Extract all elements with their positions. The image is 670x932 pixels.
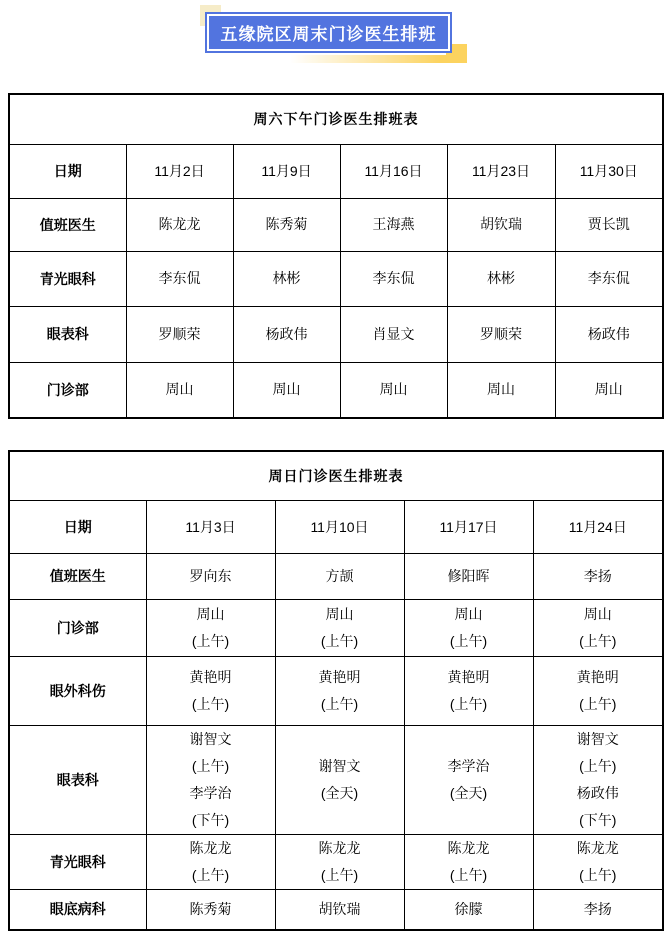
schedule-cell	[447, 362, 555, 418]
cell-line: (上午)	[449, 866, 488, 883]
cell-line: (上午)	[191, 695, 230, 712]
schedule-cell	[275, 656, 404, 725]
cell-line: 杨政伟	[587, 325, 630, 342]
cell-line: 陈龙龙	[158, 216, 201, 232]
date-row-label: 日期	[9, 500, 146, 553]
schedule-cell	[340, 198, 447, 251]
date-header: 11月30日	[555, 144, 663, 198]
cell-line: 黄艳明	[447, 668, 490, 685]
cell-line: 李东侃	[158, 270, 201, 286]
cell-line: (下午)	[191, 811, 230, 828]
cell-line: 李学治	[447, 757, 490, 774]
cell-line: (上午)	[320, 866, 359, 883]
table-row	[9, 656, 663, 725]
table-title: 周日门诊医生排班表	[9, 451, 663, 500]
date-row-label: 日期	[9, 144, 126, 198]
cell-line: 谢智文	[576, 730, 619, 747]
schedule-cell	[447, 306, 555, 362]
schedule-cell	[404, 656, 533, 725]
schedule-cell	[233, 198, 340, 251]
cell-line: 胡钦瑞	[480, 216, 522, 232]
cell-line: 修阳晖	[447, 567, 490, 584]
schedule-table-2	[8, 450, 664, 931]
row-label: 青光眼科	[9, 834, 146, 889]
schedule-cell	[404, 889, 533, 930]
date-header: 11月3日	[146, 500, 275, 553]
cell-line: (上午)	[191, 866, 230, 883]
cell-line: 胡钦瑞	[318, 900, 361, 917]
title-banner	[205, 12, 452, 53]
schedule-cell	[447, 251, 555, 306]
cell-line: 方颉	[325, 567, 354, 584]
cell-line: 周山	[272, 381, 301, 398]
cell-line: 黄艳明	[318, 668, 361, 685]
row-label: 值班医生	[9, 553, 146, 599]
schedule-cell	[555, 198, 663, 251]
banner-area	[0, 0, 670, 93]
row-label: 门诊部	[9, 599, 146, 656]
schedule-cell	[340, 251, 447, 306]
schedule-cell	[533, 725, 663, 834]
schedule-cell	[126, 251, 233, 306]
cell-line: 周山	[583, 605, 612, 622]
cell-line: 罗向东	[189, 567, 232, 584]
row-label: 值班医生	[9, 198, 126, 251]
schedule-cell	[533, 553, 663, 599]
cell-line: 贾长凯	[587, 216, 630, 232]
schedule-cell	[146, 725, 275, 834]
cell-line: 陈龙龙	[189, 839, 232, 856]
cell-line: 罗顺荣	[158, 325, 201, 342]
schedule-cell	[233, 251, 340, 306]
cell-line: 周山	[325, 605, 354, 622]
date-header: 11月24日	[533, 500, 663, 553]
cell-line: (上午)	[191, 632, 230, 649]
cell-line: 李学治	[189, 784, 232, 801]
schedule-cell	[233, 362, 340, 418]
schedule-cell	[340, 306, 447, 362]
schedule-cell	[146, 834, 275, 889]
cell-line: (上午)	[579, 632, 617, 649]
schedule-cell	[555, 306, 663, 362]
row-label: 青光眼科	[9, 251, 126, 306]
cell-line: 李东侃	[587, 270, 630, 286]
table-row	[9, 889, 663, 930]
cell-line: 王海燕	[372, 216, 415, 232]
schedule-cell	[146, 889, 275, 930]
cell-line: 周山	[196, 605, 225, 622]
cell-line: 陈秀菊	[265, 216, 308, 232]
gold-gradient-strip-decoration	[290, 55, 467, 63]
cell-line: 周山	[379, 381, 408, 398]
date-header: 11月23日	[447, 144, 555, 198]
page-title: 五缘院区周末门诊医生排班	[209, 16, 448, 49]
schedule-cell	[533, 889, 663, 930]
table-row	[9, 725, 663, 834]
cell-line: (上午)	[320, 632, 359, 649]
schedule-cell	[533, 834, 663, 889]
cell-line: (上午)	[320, 695, 359, 712]
schedule-cell	[555, 251, 663, 306]
cell-line: 李东侃	[372, 270, 415, 286]
table-row	[9, 834, 663, 889]
cell-line: 陈龙龙	[576, 839, 619, 856]
schedule-cell	[146, 599, 275, 656]
cell-line: 林彬	[487, 270, 515, 286]
cell-line: (上午)	[449, 695, 488, 712]
cell-line: 杨政伟	[265, 325, 308, 342]
schedule-cell	[275, 553, 404, 599]
cell-line: (全天)	[320, 784, 359, 801]
cell-line: 周山	[594, 381, 623, 398]
cell-line: (上午)	[579, 695, 617, 712]
schedule-cell	[340, 362, 447, 418]
schedule-cell	[404, 834, 533, 889]
cell-line: (全天)	[449, 784, 488, 801]
cell-line: 谢智文	[189, 730, 232, 747]
table-row	[9, 251, 663, 306]
cell-line: (上午)	[579, 866, 617, 883]
cell-line: (下午)	[579, 811, 617, 828]
schedule-cell	[275, 834, 404, 889]
cell-line: 陈龙龙	[318, 839, 361, 856]
cell-line: 杨政伟	[576, 784, 619, 801]
table-row	[9, 306, 663, 362]
schedule-cell	[126, 362, 233, 418]
schedule-cell	[275, 725, 404, 834]
schedule-cell	[126, 306, 233, 362]
table-row	[9, 198, 663, 251]
schedule-cell	[275, 889, 404, 930]
schedule-tables-container	[8, 93, 662, 931]
cell-line: (上午)	[449, 632, 488, 649]
schedule-cell	[404, 725, 533, 834]
cell-line: 周山	[487, 381, 515, 398]
date-header: 11月2日	[126, 144, 233, 198]
row-label: 门诊部	[9, 362, 126, 418]
cell-line: 肖显文	[372, 325, 415, 342]
schedule-cell	[404, 553, 533, 599]
table-row	[9, 553, 663, 599]
schedule-cell	[555, 362, 663, 418]
cell-line: 李扬	[583, 567, 612, 584]
cell-line: (上午)	[579, 757, 617, 774]
schedule-cell	[233, 306, 340, 362]
schedule-cell	[275, 599, 404, 656]
cell-line: 李扬	[583, 900, 612, 917]
row-label: 眼外科伤	[9, 656, 146, 725]
date-header: 11月17日	[404, 500, 533, 553]
schedule-cell	[404, 599, 533, 656]
cell-line: 周山	[165, 381, 194, 398]
row-label: 眼底病科	[9, 889, 146, 930]
row-label: 眼表科	[9, 306, 126, 362]
table-title: 周六下午门诊医生排班表	[9, 94, 663, 144]
cell-line: 徐朦	[454, 900, 483, 917]
date-header: 11月9日	[233, 144, 340, 198]
cell-line: 黄艳明	[189, 668, 232, 685]
cell-line: 陈秀菊	[189, 900, 232, 917]
cell-line: 谢智文	[318, 757, 361, 774]
schedule-cell	[533, 599, 663, 656]
schedule-cell	[146, 553, 275, 599]
schedule-cell	[126, 198, 233, 251]
cell-line: (上午)	[191, 757, 230, 774]
schedule-cell	[146, 656, 275, 725]
cell-line: 罗顺荣	[480, 325, 522, 342]
cell-line: 周山	[454, 605, 483, 622]
schedule-cell	[447, 198, 555, 251]
date-header: 11月16日	[340, 144, 447, 198]
schedule-table-1	[8, 93, 664, 419]
cell-line: 林彬	[272, 270, 301, 286]
schedule-cell	[533, 656, 663, 725]
row-label: 眼表科	[9, 725, 146, 834]
date-header: 11月10日	[275, 500, 404, 553]
cell-line: 黄艳明	[576, 668, 619, 685]
table-row	[9, 599, 663, 656]
table-row	[9, 362, 663, 418]
cell-line: 陈龙龙	[447, 839, 490, 856]
